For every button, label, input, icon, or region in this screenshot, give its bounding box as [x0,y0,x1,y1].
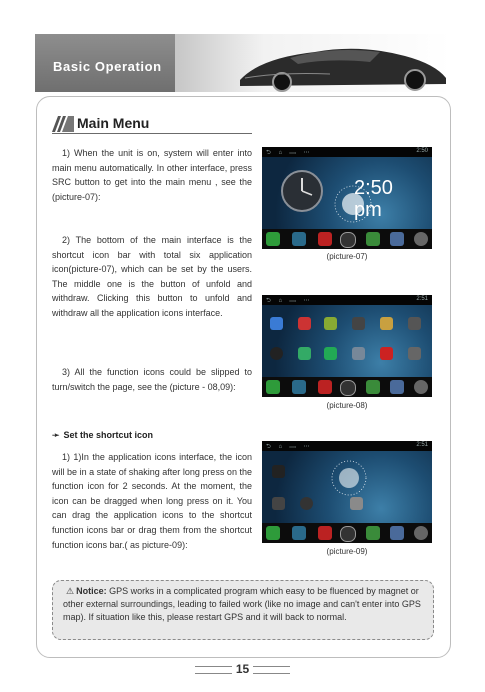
media-icon[interactable] [266,232,280,246]
section-tab [35,34,175,92]
sports-car-image [220,34,451,92]
app-icon[interactable] [352,317,365,330]
caption-picture-07: (picture-07) [326,252,368,261]
page-title: Main Menu [77,115,150,131]
device-screenshot-08 [262,295,432,397]
shortcut-dock [262,377,432,397]
wallpaper [262,451,432,523]
device-screenshot-09 [262,441,432,543]
footer-rule-left [195,666,232,674]
status-clock: 2:51 [416,296,428,302]
section-heading [52,114,252,134]
status-bar [262,147,432,157]
heading-stripes-icon [52,116,74,132]
sub-heading-text: Set the shortcut icon [63,430,154,440]
apps-drawer-icon[interactable] [340,526,356,542]
app-icon[interactable] [272,497,285,510]
audio-app-icon[interactable] [408,347,421,360]
caption-picture-08: (picture-08) [326,401,368,410]
paragraph-1 [52,146,252,204]
app-icon[interactable] [298,317,311,330]
app-icon[interactable] [298,347,311,360]
phone-icon[interactable] [366,526,380,540]
paragraph-4 [52,450,252,552]
nav-icons: ⮌ ⌂ ▭ ⋯ [266,298,313,304]
media-icon[interactable] [266,380,280,394]
caption-picture-09: (picture-09) [326,547,368,556]
video-icon[interactable] [318,526,332,540]
dandelion-graphic [326,455,372,501]
video-icon[interactable] [318,380,332,394]
heading-divider [52,133,252,134]
navigation-arrow-app-icon[interactable] [324,347,337,360]
header-banner [35,34,451,92]
app-icon[interactable] [300,497,313,510]
paragraph-3 [52,365,252,394]
section-label: Basic Operation [53,59,162,74]
navigation-icon[interactable] [390,232,404,246]
wallpaper [262,157,432,229]
steering-icon[interactable] [414,526,428,540]
paragraph-3-text: 3) All the function icons could be slipped to turn/switch the page, see the (picture - 08,09): [52,367,252,392]
status-bar [262,441,432,451]
media-icon[interactable] [266,526,280,540]
navigation-icon[interactable] [390,526,404,540]
notice-text [63,585,427,624]
tv-app-icon[interactable] [380,347,393,360]
status-bar [262,295,432,305]
analog-clock-widget [280,169,324,213]
app-icon[interactable] [352,347,365,360]
nav-icons: ⮌ ⌂ ▭ ⋯ [266,444,313,450]
notice-label: Notice: [76,586,107,596]
phone-icon[interactable] [366,232,380,246]
camera-app-icon[interactable] [270,347,283,360]
page-footer [195,660,290,680]
shortcut-dock [262,523,432,543]
steering-icon[interactable] [414,232,428,246]
notice-box [52,580,434,640]
arrow-right-icon: ➛ [52,430,60,440]
app-icon[interactable] [272,465,285,478]
shortcut-dock [262,229,432,249]
warning-icon: ⚠ [66,586,75,596]
radio-icon[interactable] [292,232,306,246]
paragraph-2 [52,233,252,321]
device-screenshot-07 [262,147,432,249]
video-icon[interactable] [318,232,332,246]
gallery-app-icon[interactable] [380,317,393,330]
footer-rule-right [253,666,290,674]
radio-icon[interactable] [292,526,306,540]
app-icon[interactable] [324,317,337,330]
apps-drawer-icon[interactable] [340,380,356,396]
clock-time: 2:50 [354,177,393,199]
clock-ampm: pm [354,199,382,221]
navigation-icon[interactable] [390,380,404,394]
digital-clock-widget [354,177,393,221]
nav-icons: ⮌ ⌂ ▭ ⋯ [266,150,313,156]
settings-app-icon[interactable] [408,317,421,330]
page-number: 15 [235,662,250,676]
apps-drawer-icon[interactable] [340,232,356,248]
paragraph-1-text: 1) When the unit is on, system will enter into main menu automatically. In other interface, press SRC button to get into the main menu , see the (picture-07): [52,148,252,202]
status-clock: 2:50 [416,148,428,154]
paragraph-2-text: 2) The bottom of the main interface is the shortcut icon bar with total six application icon(picture-07), which can be set by the users. The middle one is the button of unfold and withdraw. Clicking this button to unfold and withdraw all the application icons interface. [52,235,252,318]
sub-heading [52,430,153,441]
radio-icon[interactable] [292,380,306,394]
notice-body: GPS works in a complicated program which easy to be fluenced by magnet or other external surroundings, leading to failed work (like no image and can't enter into GPS map). If situation like this, please restart GPS and it will back to normal. [63,586,421,622]
wallpaper [262,305,432,377]
steering-icon[interactable] [414,380,428,394]
status-clock: 2:51 [416,442,428,448]
paragraph-4-text: 1) 1)In the application icons interface, the icon will be in a state of shaking after long press on the function icon for 2 seconds. At the moment, the icon can be dragged when long press on it. You can drag the application icons to the shortcut function icons bar or drag them from the shortcut function icons bar.( as picture-09): [52,452,252,550]
phone-icon[interactable] [366,380,380,394]
explorer-app-icon[interactable] [270,317,283,330]
